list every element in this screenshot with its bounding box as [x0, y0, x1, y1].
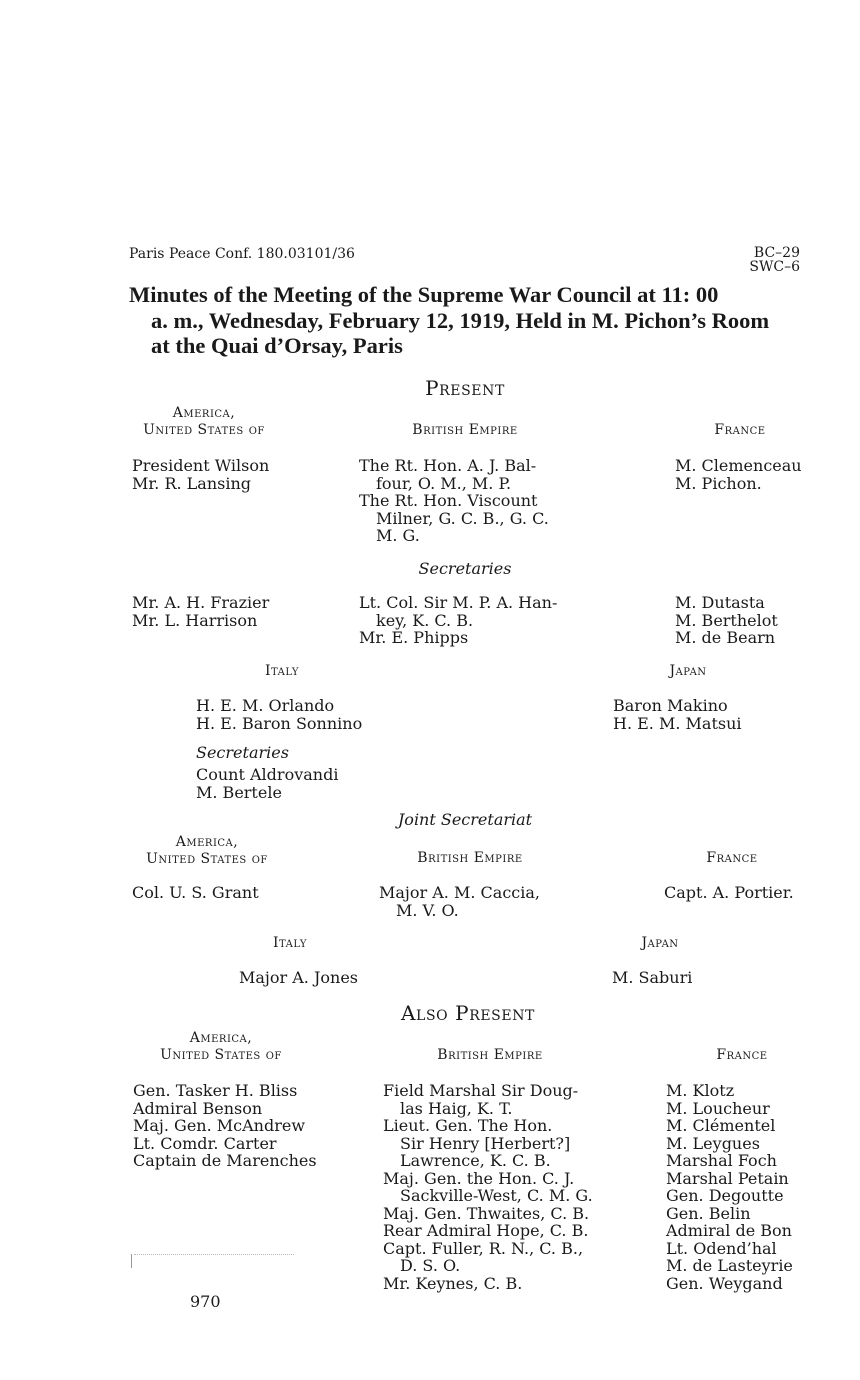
also-british-members	[383, 1082, 593, 1292]
member: M. Clemenceau	[675, 456, 802, 475]
member: Marshal Petain	[666, 1168, 789, 1188]
member: D. S. O.	[400, 1256, 461, 1275]
document-title	[129, 282, 819, 359]
member: H. E. M. Matsui	[613, 713, 742, 733]
joint-italy-member: Major A. Jones	[239, 968, 359, 987]
scan-mark	[131, 1254, 132, 1268]
joint-france-heading: France	[706, 850, 758, 866]
member: Rear Admiral Hope, C. B.	[383, 1221, 589, 1240]
member: Sir Henry [Herbert?]	[400, 1133, 571, 1153]
member: Gen. Weygand	[666, 1273, 783, 1293]
america-heading-line: America,	[172, 405, 236, 421]
present-france-members	[675, 457, 802, 492]
secretary: Mr. A. H. Frazier	[132, 593, 270, 612]
secretary: M. Dutasta	[675, 593, 765, 612]
secretary: Mr. L. Harrison	[132, 610, 258, 630]
secretary: key, K. C. B.	[376, 610, 474, 630]
member: Gen. Tasker H. Bliss	[133, 1081, 298, 1100]
present-japan-members	[613, 697, 742, 732]
member: M. G.	[376, 526, 420, 545]
member: M. de Lasteyrie	[666, 1256, 793, 1275]
america-heading-line: America,	[189, 1030, 253, 1046]
member: M. Klotz	[666, 1081, 735, 1100]
member: H. E. M. Orlando	[196, 696, 335, 715]
document-code-bc: BC–29	[753, 245, 800, 261]
secretary: M. Berthelot	[675, 610, 778, 630]
member: Admiral de Bon	[666, 1221, 792, 1240]
present-secretaries-label: Secretaries	[418, 559, 512, 578]
present-america-heading	[129, 405, 279, 439]
secretary: M. Bertele	[196, 782, 282, 802]
present-america-secretaries	[132, 594, 269, 629]
member: Captain de Marenches	[133, 1151, 317, 1170]
secretary: Count Aldrovandi	[196, 765, 339, 784]
america-heading-line: United States of	[160, 1047, 282, 1063]
joint-british-members	[379, 884, 540, 919]
member: Maj. Gen. McAndrew	[133, 1116, 306, 1135]
page-number: 970	[190, 1292, 221, 1311]
member: Baron Makino	[613, 696, 728, 715]
member: Milner, G. C. B., G. C.	[376, 508, 549, 528]
file-reference: Paris Peace Conf. 180.03101/36	[129, 246, 355, 262]
member: Mr. Keynes, C. B.	[383, 1273, 523, 1293]
member: M. Leygues	[666, 1133, 760, 1153]
secretary: Lt. Col. Sir M. P. A. Han-	[359, 593, 558, 612]
also-america-members	[133, 1082, 317, 1170]
member: Marshal Foch	[666, 1151, 777, 1170]
present-british-members	[359, 457, 573, 545]
member: M. Clémentel	[666, 1116, 776, 1135]
member: Major A. M. Caccia,	[379, 883, 540, 902]
present-british-secretaries	[359, 594, 557, 647]
also-british-heading: British Empire	[437, 1047, 543, 1063]
member: Mr. R. Lansing	[132, 473, 252, 493]
present-heading: Present	[425, 376, 505, 400]
member: Lt. Odend’hal	[666, 1238, 777, 1258]
present-italy-members	[196, 697, 362, 732]
member: M. Loucheur	[666, 1098, 770, 1118]
joint-america-member: Col. U. S. Grant	[132, 883, 259, 902]
document-code-swc: SWC–6	[749, 259, 800, 275]
member: M. V. O.	[396, 900, 459, 920]
title-line: Minutes of the Meeting of the Supreme War Council at 11: 00	[129, 282, 719, 307]
also-america-heading	[146, 1030, 296, 1064]
present-france-secretaries	[675, 594, 778, 647]
member: President Wilson	[132, 456, 270, 475]
also-present-heading: Also Present	[401, 1001, 535, 1025]
member: Admiral Benson	[133, 1098, 263, 1118]
member: Lt. Comdr. Carter	[133, 1133, 277, 1153]
joint-secretariat-heading: Joint Secretariat	[397, 810, 533, 829]
joint-japan-heading: Japan	[641, 935, 679, 951]
member: H. E. Baron Sonnino	[196, 713, 363, 733]
america-heading-line: America,	[175, 834, 239, 850]
member: M. Pichon.	[675, 473, 762, 493]
member: Sackville-West, C. M. G.	[400, 1186, 593, 1205]
member: Lawrence, K. C. B.	[400, 1151, 551, 1170]
also-france-heading: France	[716, 1047, 768, 1063]
present-japan-heading: Japan	[669, 663, 707, 679]
member: The Rt. Hon. Viscount	[359, 491, 538, 510]
present-italy-heading: Italy	[265, 663, 299, 679]
member: Field Marshal Sir Doug-	[383, 1081, 579, 1100]
member: Capt. Fuller, R. N., C. B.,	[383, 1238, 584, 1258]
member: Maj. Gen. the Hon. C. J.	[383, 1168, 575, 1188]
member: Gen. Degoutte	[666, 1186, 784, 1205]
secretary: Mr. E. Phipps	[359, 628, 469, 647]
joint-british-heading: British Empire	[417, 850, 523, 866]
member: Maj. Gen. Thwaites, C. B.	[383, 1203, 590, 1223]
title-line: a. m., Wednesday, February 12, 1919, Held in M. Pichon’s Room	[151, 307, 770, 333]
joint-italy-heading: Italy	[273, 935, 307, 951]
present-america-members	[132, 457, 269, 492]
italy-secretaries-label: Secretaries	[196, 743, 289, 762]
member: Gen. Belin	[666, 1203, 751, 1223]
also-france-members	[666, 1082, 793, 1292]
joint-america-heading	[132, 834, 282, 868]
italy-secretaries	[196, 766, 338, 801]
joint-france-member: Capt. A. Portier.	[664, 883, 794, 902]
present-france-heading: France	[714, 422, 766, 438]
member: four, O. M., M. P.	[376, 473, 512, 493]
member: las Haig, K. T.	[400, 1098, 513, 1118]
member: Lieut. Gen. The Hon.	[383, 1116, 553, 1135]
america-heading-line: United States of	[143, 422, 265, 438]
member: The Rt. Hon. A. J. Bal-	[359, 456, 537, 475]
document-code	[700, 246, 800, 274]
secretary: M. de Bearn	[675, 628, 776, 647]
joint-japan-member: M. Saburi	[612, 968, 693, 987]
america-heading-line: United States of	[146, 851, 268, 867]
present-british-heading: British Empire	[412, 422, 518, 438]
scan-mark	[134, 1254, 294, 1255]
title-line: at the Quai d’Orsay, Paris	[151, 333, 403, 358]
